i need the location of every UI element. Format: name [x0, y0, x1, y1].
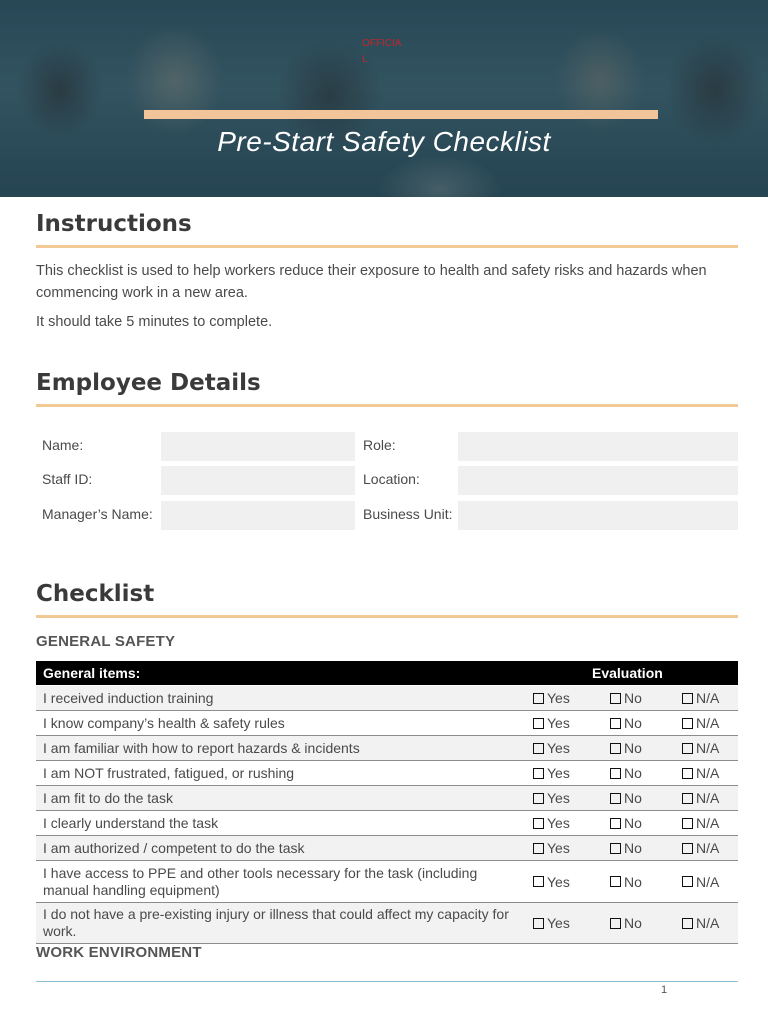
header-banner	[0, 0, 768, 197]
na-label: N/A	[696, 840, 720, 856]
option-yes	[520, 736, 591, 760]
option-yes	[520, 811, 591, 835]
checklist-rule	[36, 615, 738, 618]
na-label: N/A	[696, 815, 720, 831]
option-na	[663, 811, 738, 835]
employee-details-rule	[36, 404, 738, 407]
option-no	[591, 686, 663, 710]
no-label: No	[624, 873, 642, 890]
work-environment-heading: WORK ENVIRONMENT	[36, 944, 202, 961]
na-label: N/A	[696, 873, 720, 890]
name-field[interactable]	[161, 432, 355, 461]
option-na	[663, 836, 738, 860]
yes-label: Yes	[547, 765, 570, 781]
no-label: No	[624, 690, 642, 706]
no-checkbox[interactable]	[610, 718, 621, 729]
na-checkbox[interactable]	[682, 918, 693, 929]
footer-rule	[36, 981, 738, 982]
no-checkbox[interactable]	[610, 793, 621, 804]
no-checkbox[interactable]	[610, 693, 621, 704]
option-na	[663, 736, 738, 760]
manager-name-field[interactable]	[161, 501, 355, 530]
no-label: No	[624, 740, 642, 756]
yes-checkbox[interactable]	[533, 843, 544, 854]
yes-checkbox[interactable]	[533, 918, 544, 929]
yes-checkbox[interactable]	[533, 693, 544, 704]
checklist-item-text: I clearly understand the task	[43, 814, 219, 831]
instructions-heading: Instructions	[36, 211, 192, 237]
checklist-item-text: I received induction training	[36, 686, 520, 710]
no-label: No	[624, 790, 642, 806]
no-label: No	[624, 915, 642, 931]
checklist-item-text: I am familiar with how to report hazards & incidents	[36, 736, 520, 760]
staff-id-label: Staff ID:	[42, 471, 93, 487]
na-checkbox[interactable]	[682, 843, 693, 854]
checklist-item-text: I know company’s health & safety rules	[43, 714, 285, 731]
employee-details-heading: Employee Details	[36, 370, 261, 396]
option-no	[591, 861, 663, 902]
yes-checkbox[interactable]	[533, 876, 544, 887]
na-checkbox[interactable]	[682, 768, 693, 779]
location-label: Location:	[363, 471, 420, 487]
document-title: Pre-Start Safety Checklist	[217, 126, 551, 157]
no-checkbox[interactable]	[610, 768, 621, 779]
location-field[interactable]	[458, 466, 738, 495]
general-safety-heading: GENERAL SAFETY	[36, 633, 176, 650]
option-no	[591, 761, 663, 785]
option-yes	[520, 836, 591, 860]
table-row	[36, 736, 738, 761]
na-label: N/A	[696, 740, 720, 756]
option-yes	[520, 711, 591, 735]
business-unit-field[interactable]	[458, 501, 738, 530]
option-no	[591, 836, 663, 860]
classification-mark: OFFICIAL	[362, 38, 402, 65]
table-row	[36, 836, 738, 861]
name-label: Name:	[42, 437, 84, 453]
na-checkbox[interactable]	[682, 693, 693, 704]
na-checkbox[interactable]	[682, 743, 693, 754]
option-no	[591, 711, 663, 735]
no-checkbox[interactable]	[610, 743, 621, 754]
checklist-item-text: I do not have a pre-existing injury or illness that could affect my capacity for work.	[36, 903, 520, 943]
no-checkbox[interactable]	[610, 818, 621, 829]
page-number: 1	[661, 984, 668, 996]
yes-checkbox[interactable]	[533, 768, 544, 779]
option-na	[663, 861, 738, 902]
checklist-heading: Checklist	[36, 581, 155, 607]
instructions-rule	[36, 245, 738, 248]
checklist-item-text: I am authorized / competent to do the task	[36, 836, 520, 860]
option-na	[663, 711, 738, 735]
yes-label: Yes	[547, 790, 570, 806]
yes-label: Yes	[547, 690, 570, 706]
business-unit-label: Business Unit:	[363, 506, 453, 522]
option-yes	[520, 903, 591, 943]
staff-id-field[interactable]	[161, 466, 355, 495]
checklist-table-header	[36, 661, 738, 685]
yes-label: Yes	[547, 815, 570, 831]
option-no	[591, 903, 663, 943]
option-na	[663, 761, 738, 785]
yes-label: Yes	[547, 740, 570, 756]
banner-accent-bar	[144, 110, 658, 119]
yes-label: Yes	[547, 915, 570, 931]
instructions-duration: It should take 5 minutes to complete.	[36, 314, 273, 330]
no-label: No	[624, 815, 642, 831]
option-yes	[520, 761, 591, 785]
role-field[interactable]	[458, 432, 738, 461]
checklist-item-text: I have access to PPE and other tools necessary for the task (including manual handling equipment)	[43, 864, 478, 898]
option-yes	[520, 861, 591, 902]
evaluation-header: Evaluation	[592, 665, 663, 681]
option-na	[663, 786, 738, 810]
option-na	[663, 903, 738, 943]
na-checkbox[interactable]	[682, 793, 693, 804]
na-checkbox[interactable]	[682, 718, 693, 729]
na-label: N/A	[696, 915, 720, 931]
yes-checkbox[interactable]	[533, 818, 544, 829]
yes-label: Yes	[547, 840, 570, 856]
table-row	[36, 761, 738, 786]
yes-checkbox[interactable]	[533, 793, 544, 804]
table-row	[36, 786, 738, 811]
option-yes	[520, 786, 591, 810]
checklist-item-text: I am fit to do the task	[36, 786, 520, 810]
option-na	[663, 686, 738, 710]
na-label: N/A	[696, 765, 720, 781]
na-checkbox[interactable]	[682, 818, 693, 829]
na-label: N/A	[696, 690, 720, 706]
table-row	[36, 903, 738, 944]
table-row	[36, 861, 738, 903]
role-label: Role:	[363, 437, 396, 453]
yes-checkbox[interactable]	[533, 718, 544, 729]
manager-name-label: Manager’s Name:	[42, 506, 153, 522]
yes-label: Yes	[547, 873, 570, 890]
table-row	[36, 686, 738, 711]
no-label: No	[624, 715, 642, 731]
na-label: N/A	[696, 790, 720, 806]
no-checkbox[interactable]	[610, 843, 621, 854]
general-items-header: General items:	[43, 665, 141, 681]
option-no	[591, 811, 663, 835]
option-no	[591, 736, 663, 760]
no-label: No	[624, 765, 642, 781]
table-row	[36, 711, 738, 736]
option-yes	[520, 686, 591, 710]
yes-label: Yes	[547, 715, 570, 731]
option-no	[591, 786, 663, 810]
instructions-paragraph: This checklist is used to help workers reduce their exposure to health and safety risks and hazards when commencing work in a new area.	[36, 263, 707, 301]
na-label: N/A	[696, 715, 720, 731]
no-checkbox[interactable]	[610, 876, 621, 887]
checklist-item-text: I am NOT frustrated, fatigued, or rushing	[43, 764, 295, 781]
yes-checkbox[interactable]	[533, 743, 544, 754]
na-checkbox[interactable]	[682, 876, 693, 887]
no-label: No	[624, 840, 642, 856]
no-checkbox[interactable]	[610, 918, 621, 929]
table-row	[36, 811, 738, 836]
